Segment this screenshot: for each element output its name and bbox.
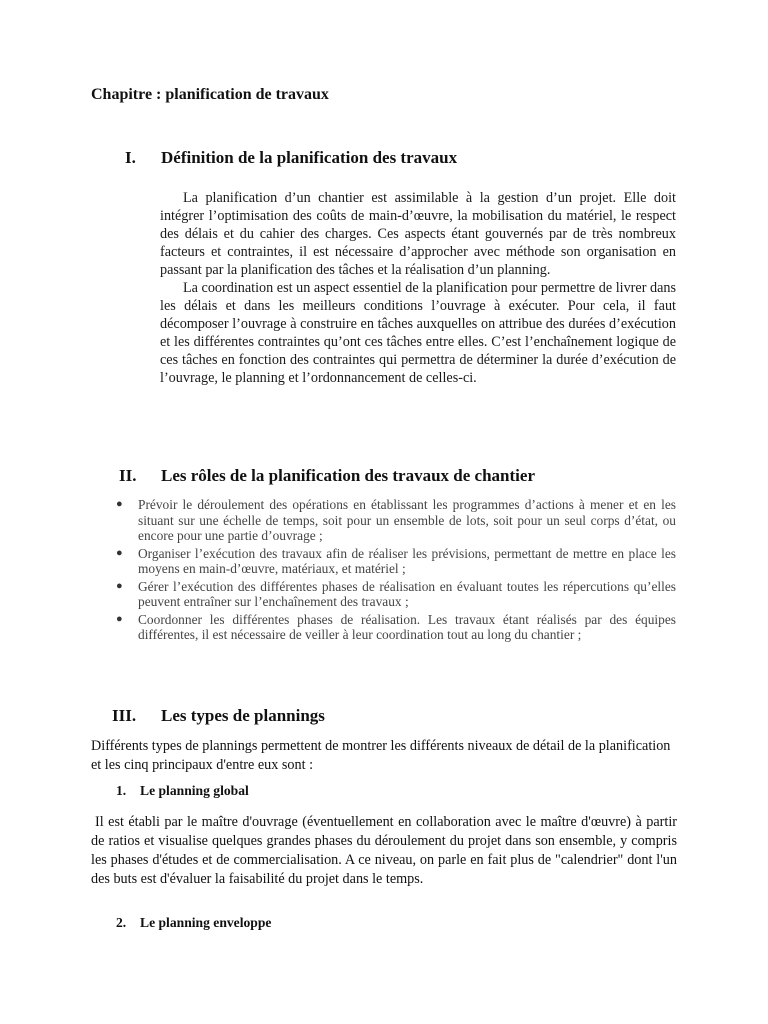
section-1-heading	[125, 148, 458, 168]
section-3-heading	[112, 706, 325, 726]
list-item: ● Prévoir le déroulement des opérations en établissant les programmes d’actions à mener et en les situant sur une échelle de temps, soit pour un ensemble de lots, soit pour un seul corps d’état, ou encore pour une partie d’ouvrage ;	[116, 497, 676, 543]
subsection-2-number: 2.	[116, 915, 127, 930]
list-item: ● Gérer l’exécution des différentes phases de réalisation en évaluant toutes les répercutions qu’elles peuvent entraîner sur l’enchaînement des travaux ;	[116, 578, 676, 609]
bullet-icon: ●	[116, 612, 123, 625]
section-3-title: Les types de plannings	[161, 706, 325, 725]
section-1-body	[160, 189, 676, 387]
subsection-2-title: Le planning enveloppe	[140, 915, 272, 930]
section-2-title: Les rôles de la planification des travaux de chantier	[161, 466, 535, 485]
section-1-paragraph: La planification d’un chantier est assimilable à la gestion d’un projet. Elle doit intégrer l’optimisation des coûts de main-d’œuvre, la mobilisation du matériel, le respect des délais et du cahier des charges. Ces aspects étant gouvernés par de très nombreux facteurs et contraintes, il est nécessaire d’approcher avec méthode son organisation en passant par la planification des tâches et la réalisation d’un planning.	[160, 190, 676, 278]
section-3-number: III.	[112, 706, 137, 725]
bullet-icon: ●	[116, 546, 123, 559]
section-3-intro: Différents types de plannings permettent de montrer les différents niveaux de détail de la planification et les cinq principaux d'entre eux sont :	[91, 738, 671, 773]
list-item: ● Organiser l’exécution des travaux afin de réaliser les prévisions, permettant de mettre en place les moyens en main-d’œuvre, matériaux, et matériel ;	[116, 545, 676, 576]
bullet-icon: ●	[116, 579, 123, 592]
subsection-1-text: Il est établi par le maître d'ouvrage (éventuellement en collaboration avec le maître d'œuvre) à partir de ratios et visualise quelques grandes phases du déroulement du projet dans son ensemble, y compris les phases d'études et de commercialisation. A ce niveau, on parle en fait plus de "calendrier" dont l'un des buts est d'évaluer la faisabilité du projet dans le temps.	[91, 814, 677, 887]
bullet-icon: ●	[116, 498, 123, 510]
roles-bullet-list	[114, 497, 676, 645]
section-1-number: I.	[125, 148, 136, 167]
section-2-heading	[119, 466, 535, 486]
chapter-title: Chapitre : planification de travaux	[91, 86, 329, 103]
section-1-paragraph: La coordination est un aspect essentiel de la planification pour permettre de livrer dans les délais et dans les meilleurs conditions l’ouvrage à exécuter. Pour cela, il faut décomposer l’ouvrage à construire en tâches auxquelles on attribue des durées d’exécution et les différentes contraintes qu’ont ces tâches entre elles. C’est l’enchaînement logique de ces tâches en fonction des contraintes qui permettra de déterminer la durée d’exécution de l’ouvrage, le planning et l’ordonnancement de celles-ci.	[160, 280, 676, 386]
subsection-1-title: Le planning global	[140, 783, 249, 798]
list-item: ● Coordonner les différentes phases de réalisation. Les travaux étant réalisés par des équipes différentes, il est nécessaire de veiller à leur coordination tout au long du chantier ;	[116, 611, 676, 642]
subsection-1-number: 1.	[116, 783, 127, 798]
section-2-number: II.	[119, 466, 137, 485]
section-1-title: Définition de la planification des travaux	[161, 148, 458, 167]
